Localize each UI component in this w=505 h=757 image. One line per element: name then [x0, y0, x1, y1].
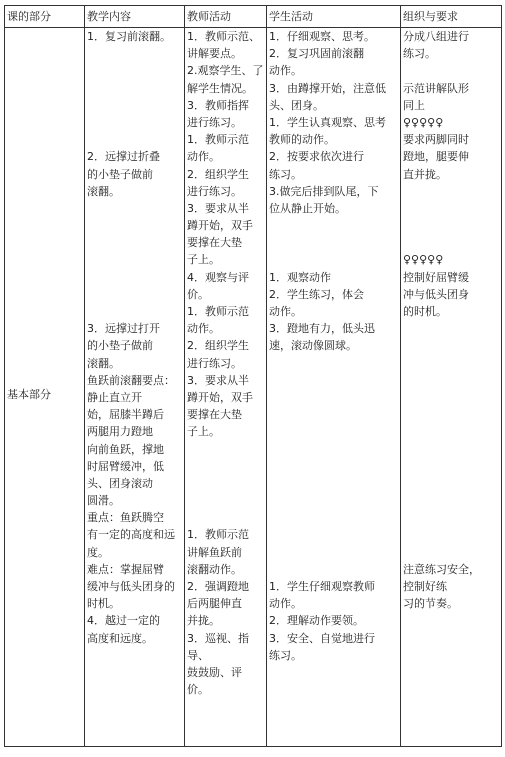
org-line: 控制好练 [403, 580, 447, 593]
table-right-border [501, 5, 502, 747]
content-line [87, 200, 175, 217]
content-line [87, 251, 175, 268]
teacher-line: 2．强调蹬地 [187, 580, 249, 593]
teacher-line [187, 441, 264, 458]
teacher-line: 蹲开始，双手 [187, 219, 253, 233]
content-line: 向前鱼跃，撑地 [87, 442, 164, 456]
content-line: 4．越过一定的 [87, 614, 160, 628]
student-line [269, 234, 386, 251]
teacher-line: 1．教师示范 [187, 133, 249, 147]
student-line [269, 251, 386, 268]
teacher-line: 1．教师示范、 [187, 30, 260, 43]
content-line [87, 62, 175, 79]
org-line [403, 200, 480, 217]
student-line: 动作。 [269, 597, 302, 611]
content-line [87, 45, 175, 62]
student-line [269, 458, 386, 475]
teacher-line: 进行练习。 [187, 115, 242, 129]
col-divider-4 [400, 5, 401, 747]
content-line: 3．远撑过打开 [87, 322, 160, 336]
teacher-line: 讲解鱼跃前 [187, 545, 242, 559]
header-section: 课的部分 [7, 10, 51, 23]
org-line [403, 544, 480, 561]
content-column [87, 28, 175, 647]
section-label: 基本部分 [7, 388, 51, 401]
teacher-line: 动作。 [187, 150, 220, 164]
header-organization: 组织与要求 [403, 10, 458, 23]
student-line: 速，滚动像圆球。 [269, 339, 357, 353]
org-line [403, 526, 480, 543]
org-line [403, 62, 480, 79]
org-line: 示范讲解队形 [403, 81, 469, 95]
table-bottom-border [4, 746, 502, 747]
teacher-line: 蹲开始，双手 [187, 390, 253, 404]
org-line [403, 389, 480, 406]
content-line: 鱼跃前滚翻要点： [87, 373, 175, 387]
teacher-line [187, 492, 264, 509]
org-line [403, 372, 480, 389]
org-line [403, 475, 480, 492]
org-line: 控制好屈臂缓 [403, 270, 469, 284]
org-line [403, 234, 480, 251]
content-line [87, 114, 175, 131]
organization-column [403, 28, 480, 612]
student-line [269, 492, 386, 509]
teacher-line [187, 509, 264, 526]
org-line [403, 183, 480, 200]
org-line [403, 492, 480, 509]
student-line: 头、团身。 [269, 98, 324, 112]
teacher-line: 价。 [187, 683, 209, 697]
header-content: 教学内容 [87, 10, 131, 23]
student-line: 1．学生仔细观察教师 [269, 580, 375, 593]
content-line: 滚翻。 [87, 184, 120, 198]
org-line [403, 423, 480, 440]
student-line [269, 441, 386, 458]
org-line [403, 406, 480, 423]
teacher-line: 解学生情况。 [187, 81, 253, 95]
student-line [269, 475, 386, 492]
teacher-line: 价。 [187, 287, 209, 301]
teacher-line [187, 475, 264, 492]
student-line [269, 217, 386, 234]
content-line: 静止直立开 [87, 390, 142, 404]
table-top-border [4, 5, 502, 6]
org-line: ♀♀♀♀♀ [403, 253, 444, 267]
teacher-line [187, 458, 264, 475]
teacher-line: 导、 [187, 648, 209, 662]
teacher-line: 要撑在大垫 [187, 408, 242, 422]
teacher-line: 子上。 [187, 253, 220, 267]
content-line: 2．远撑过折叠 [87, 150, 160, 164]
teacher-line: 滚翻动作。 [187, 562, 242, 576]
content-line: 高度和远度。 [87, 631, 153, 645]
teacher-line: 2.观察学生、了 [187, 64, 264, 78]
content-line [87, 234, 175, 251]
content-line: 两腿用力蹬地 [87, 425, 153, 439]
content-line [87, 303, 175, 320]
teacher-line: 后两腿伸直 [187, 597, 242, 611]
student-line [269, 355, 386, 372]
student-line: 3.做完后排到队尾，下 [269, 184, 379, 198]
student-line [269, 389, 386, 406]
org-line [403, 355, 480, 372]
student-line: 练习。 [269, 167, 302, 181]
student-line [269, 526, 386, 543]
student-line [269, 544, 386, 561]
org-line: 练习。 [403, 47, 436, 61]
student-line: 动作。 [269, 305, 302, 318]
org-line: 习的节奏。 [403, 597, 458, 611]
student-line: 3．由蹲撑开始，注意低 [269, 81, 386, 95]
teacher-line: 动作。 [187, 322, 220, 336]
content-line [87, 269, 175, 286]
content-line: 圆滑。 [87, 494, 120, 508]
table-left-border [4, 5, 5, 747]
teacher-line: 3．巡视、指 [187, 631, 249, 645]
content-line: 时机。 [87, 597, 120, 611]
col-divider-2 [184, 5, 185, 747]
content-line [87, 131, 175, 148]
student-line [269, 406, 386, 423]
student-line: 3．安全、自觉地进行 [269, 631, 375, 645]
student-line: 1．仔细观察、思考。 [269, 30, 375, 43]
student-line: 练习。 [269, 648, 302, 662]
org-line: 蹬地，腿要伸 [403, 150, 469, 164]
content-line: 重点：鱼跃腾空 [87, 511, 164, 525]
org-line: 直并拢。 [403, 167, 447, 181]
student-line [269, 509, 386, 526]
teacher-line: 2．组织学生 [187, 167, 249, 181]
student-line [269, 423, 386, 440]
teacher-line: 并拢。 [187, 614, 220, 628]
content-line: 头、团身滚动 [87, 476, 153, 490]
teacher-line: 1．教师示范 [187, 305, 249, 318]
student-line: 教师的动作。 [269, 133, 335, 147]
student-line: 1．观察动作 [269, 270, 331, 284]
col-divider-1 [84, 5, 85, 747]
student-line: 位从静止开始。 [269, 201, 346, 215]
org-line: 分成八组进行 [403, 30, 469, 43]
teacher-line: 1．教师示范 [187, 528, 249, 542]
content-line: 的小垫子做前 [87, 339, 153, 353]
student-line [269, 561, 386, 578]
student-line: 2．按要求依次进行 [269, 150, 364, 164]
teacher-line: 子上。 [187, 425, 220, 439]
content-line: 1．复习前滚翻。 [87, 30, 171, 43]
content-line: 始，屈膝半蹲后 [87, 408, 164, 422]
teacher-line: 4．观察与评 [187, 270, 249, 284]
teacher-column [187, 28, 264, 698]
org-line [403, 320, 480, 337]
content-line: 时屈臂缓冲，低 [87, 459, 164, 473]
teacher-line: 进行练习。 [187, 356, 242, 370]
content-line [87, 97, 175, 114]
org-line [403, 509, 480, 526]
org-line: 同上 [403, 98, 425, 112]
org-line [403, 337, 480, 354]
content-line [87, 286, 175, 303]
content-line: 的小垫子做前 [87, 167, 153, 181]
teacher-line: 进行练习。 [187, 184, 242, 198]
org-line: 要求两脚同时 [403, 133, 469, 147]
org-line: 冲与低头团身 [403, 287, 469, 301]
teacher-line: 2．组织学生 [187, 339, 249, 353]
header-student: 学生活动 [269, 10, 313, 23]
org-line [403, 458, 480, 475]
col-divider-3 [266, 5, 267, 747]
content-line [87, 80, 175, 97]
content-line: 度。 [87, 545, 109, 559]
teacher-line: 要撑在大垫 [187, 236, 242, 250]
student-column [269, 28, 386, 664]
teacher-line: 鼓鼓励、评 [187, 665, 242, 679]
org-line [403, 217, 480, 234]
student-line: 3．蹬地有力，低头迅 [269, 322, 375, 336]
student-line: 1．学生认真观察、思考 [269, 115, 386, 129]
content-line: 缓冲与低头团身的 [87, 580, 175, 593]
student-line: 2．复习巩固前滚翻 [269, 47, 364, 61]
org-line: ♀♀♀♀♀ [403, 115, 444, 129]
org-line [403, 441, 480, 458]
teacher-line: 3．教师指挥 [187, 98, 249, 112]
content-line: 滚翻。 [87, 356, 120, 370]
student-line: 2．学生练习，体会 [269, 287, 364, 301]
student-line [269, 372, 386, 389]
teacher-line: 讲解要点。 [187, 47, 242, 61]
content-line: 有一定的高度和远 [87, 528, 175, 542]
teacher-line: 3．要求从半 [187, 201, 249, 215]
student-line: 2．理解动作要领。 [269, 614, 364, 628]
header-teacher: 教师活动 [187, 10, 231, 23]
student-line: 动作。 [269, 64, 302, 78]
org-line: 注意练习安全， [403, 562, 480, 576]
org-line: 的时机。 [403, 305, 447, 318]
teacher-line: 3．要求从半 [187, 373, 249, 387]
content-line [87, 217, 175, 234]
content-line: 难点：掌握屈臂 [87, 562, 164, 576]
